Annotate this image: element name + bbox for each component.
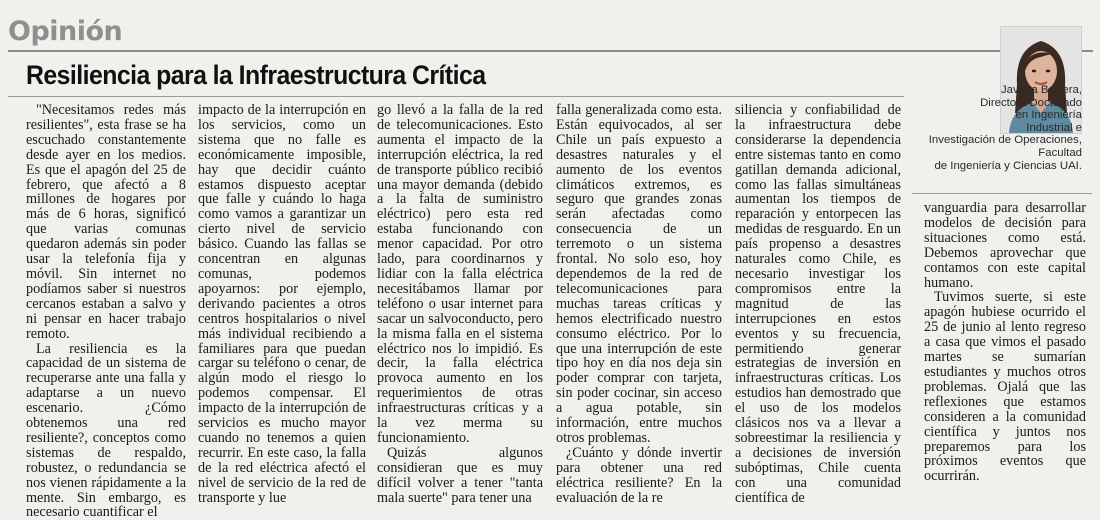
article-column-1: [26, 103, 186, 520]
paragraph: vanguardia para desarrollar modelos de decisión para situaciones como está. Debemos aprovechar que contamos con este capital humano.: [924, 201, 1086, 290]
section-rule: [8, 50, 1093, 52]
article-column-5: [735, 103, 901, 505]
paragraph: Quizás algunos considieran que es muy difícil volver a tener "tanta mala suerte" para tener una: [377, 446, 543, 506]
byline-line: de Ingeniería y Ciencias UAI.: [882, 160, 1082, 173]
byline-line: Javiera Barrera,: [882, 84, 1082, 97]
paragraph: impacto de la interrupción en los servicios, como un sistema que no falle es económicamente imposible, hay que decidir cuánto estamos dispuesto aceptar que falle y cuándo lo haga como vamos a garantizar un cierto nivel de servicio básico. Cuando las fallas se concentran en algunas comunas, podemos apoyarnos: por ejemplo, derivando pacientes a otros centros hospitalarios o nivel más individual recibiendo a familiares para que puedan cargar su teléfono o cenar, de algún modo el riesgo lo podemos compensar. El impacto de la interrupción de servicios es mucho mayor cuando no tenemos a quien recurrir. En este caso, la falla de la red eléctrica afectó el nivel de servicio de la red de transporte y lue: [198, 103, 366, 505]
byline-line: en Ingeniería: [882, 109, 1082, 122]
paragraph: ¿Cuánto y dónde invertir para obtener una red eléctrica resiliente? En la evaluación de la re: [556, 446, 722, 506]
author-byline: [882, 84, 1082, 172]
paragraph: siliencia y confiabilidad de la infraestructura debe considerarse la dependencia entre sistemas tanto en como gatillan demanda adicional, como las fallas simultáneas aumentan los tiempos de reparación y entorpecen las medidas de resguardo. En un país propenso a desastres naturales como Chile, es necesario investigar los compromisos entre la magnitud de las interrupciones en estos eventos y su frecuencia, permitiendo generar estrategias de inversión en infraestructuras críticas. Los estudios han demostrado que el uso de los modelos clásicos nos va a llevar a sobreestimar la resiliencia y a decisiones de inversión subóptimas, Chile cuenta con una comunidad científica de: [735, 103, 901, 505]
article-column-4: [556, 103, 722, 505]
headline: Resiliencia para la Infraestructura Crítica: [26, 60, 485, 91]
section-label: Opinión: [8, 16, 122, 47]
byline-line: Directora Doctorado: [882, 97, 1082, 110]
paragraph: falla generalizada como esta. Están equivocados, al ser Chile un país expuesto a desastres naturales y el aumento de los eventos climáticos extremos, es seguro que grandes zonas serán afectadas como consecuencia de un terremoto o un sistema frontal. No solo eso, hoy dependemos de la red de telecomunicaciones para muchas tareas críticas y hemos electrificado nuestro consumo eléctrico. Por lo que una interrupción de este tipo hoy en día nos deja sin poder comprar con tarjeta, sin poder cocinar, sin acceso a agua potable, sin información, entre muchos otros problemas.: [556, 103, 722, 446]
paragraph: "Necesitamos redes más resilientes", esta frase se ha escuchado constantemente desde ayer en los medios. Es que el apagón del 25 de febrero, que afectó a 8 millones de hogares por más de 6 horas, significó que varias comunas quedaron además sin poder usar la telefonía fija y móvil. Sin internet no podíamos saber si nuestros cercanos estaban a salvo y ni pensar en hacer trabajo remoto.: [26, 103, 186, 342]
article-column-2: [198, 103, 366, 505]
sidebar-rule: [912, 193, 1092, 194]
article-column-6: [924, 201, 1086, 484]
byline-line: Investigación de Operaciones, Facultad: [882, 134, 1082, 159]
paragraph: go llevó a la falla de la red de telecomunicaciones. Esto aumenta el impacto de la interrupción eléctrica, la red de transporte público recibió una mayor demanda (debido a la falta de suministro eléctrico) pero esta red estaba funcionando con menor capacidad. Por otro lado, para coordinarnos y lidiar con la falla eléctrica necesitábamos llamar por teléfono o usar internet para sacar un salvoconducto, pero la misma falla en el sistema eléctrico nos lo impidió. Es decir, la falla eléctrica provoca aumento en los requerimientos de otras infraestructuras críticas y a la vez merma su funcionamiento.: [377, 103, 543, 446]
byline-line: Industrial e: [882, 122, 1082, 135]
paragraph: La resiliencia es la capacidad de un sistema de recuperarse ante una falla y adaptarse a un nuevo escenario. ¿Cómo obtenemos una red resiliente?, conceptos como sistemas de respaldo, robustez, o redundancia se nos vienen rápidamente a la mente. Sin embargo, es necesario cuantificar el: [26, 342, 186, 520]
paragraph: Tuvimos suerte, si este apagón hubiese ocurrido el 25 de junio al lento regreso a casa que vimos el pasado martes se sumarían estudiantes y muchos otros problemas. Ojalá que las reflexiones que estamos consideren a la comunidad científica y juntos nos preparemos para los próximos eventos que ocurrirán.: [924, 290, 1086, 484]
article-column-3: [377, 103, 543, 505]
headline-rule: [8, 96, 904, 97]
